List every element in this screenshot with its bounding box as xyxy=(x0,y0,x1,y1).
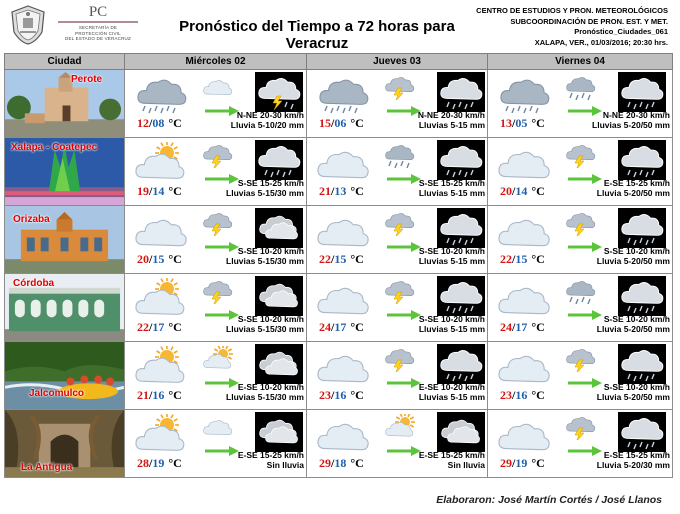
max-temp: 29 xyxy=(500,456,512,470)
wind-text: S-SE 15-25 km/h xyxy=(418,178,485,188)
storm-icon xyxy=(203,142,233,168)
wind-text: S-SE 15-25 km/h xyxy=(237,178,304,188)
storm-icon xyxy=(203,210,233,236)
cloudy-icon xyxy=(315,210,369,250)
city-cell xyxy=(5,138,125,206)
rain-night-icon xyxy=(618,344,666,384)
table-row xyxy=(5,70,673,138)
cloud-night-icon xyxy=(255,208,303,248)
forecast-cell xyxy=(307,206,488,274)
table-row xyxy=(5,274,673,342)
temp-unit: °C xyxy=(168,184,182,198)
forecast-cell xyxy=(307,138,488,206)
pc-logo-text: PC xyxy=(88,4,108,20)
temperature: 21/13 °C xyxy=(319,184,364,198)
max-temp: 23 xyxy=(500,388,512,402)
city-name: Orizaba xyxy=(13,214,50,225)
wind-text: E-SE 15-25 km/h xyxy=(603,450,670,460)
temperature: 19/14 °C xyxy=(137,184,182,198)
sun-cloud-icon xyxy=(385,414,415,440)
forecast-cell xyxy=(488,138,673,206)
table-row xyxy=(5,206,673,274)
temp-unit: °C xyxy=(350,388,364,402)
table-row xyxy=(5,138,673,206)
max-temp: 20 xyxy=(500,184,512,198)
city-name: Xalapa - Coatepec xyxy=(11,142,98,153)
storm-icon xyxy=(566,346,596,372)
max-temp: 29 xyxy=(319,456,331,470)
temp-unit: °C xyxy=(531,184,545,198)
rain-text: Lluvias 5-15/30 mm xyxy=(226,392,304,402)
city-cell xyxy=(5,206,125,274)
cloudy-icon xyxy=(315,142,369,182)
arrow-right-icon xyxy=(387,307,421,317)
rain-icon xyxy=(566,278,596,304)
max-temp: 15 xyxy=(319,116,331,130)
wind-text: E-SE 15-25 km/h xyxy=(418,450,485,460)
min-temp: 13 xyxy=(334,184,347,198)
cloud-night-icon xyxy=(437,412,485,452)
rain-night-icon xyxy=(618,72,666,112)
forecast-cell xyxy=(307,342,488,410)
rain-text: Lluvias 5-15 mm xyxy=(418,324,485,334)
wind-rain-info xyxy=(419,314,485,334)
rain-icon xyxy=(315,74,369,114)
temp-unit: °C xyxy=(168,252,182,266)
storm-icon xyxy=(385,210,415,236)
rain-icon xyxy=(496,74,550,114)
cloudy-icon xyxy=(315,346,369,386)
wind-text: S-SE 10-20 km/h xyxy=(603,314,670,324)
temperature: 20/15 °C xyxy=(137,252,182,266)
min-temp: 16 xyxy=(334,388,347,402)
column-header-day-1: Miércoles 02 xyxy=(125,54,307,70)
cloudy-icon xyxy=(496,142,550,182)
temperature: 24/17 °C xyxy=(319,320,364,334)
temp-unit: °C xyxy=(168,320,182,334)
min-temp: 16 xyxy=(515,388,528,402)
storm-icon xyxy=(203,278,233,304)
wind-rain-info xyxy=(226,382,304,402)
arrow-right-icon xyxy=(387,103,421,113)
cloudy-icon xyxy=(203,414,233,440)
wind-rain-info xyxy=(597,382,670,402)
wind-text: S-SE 10-20 km/h xyxy=(603,382,670,392)
temperature: 15/06 °C xyxy=(319,116,364,130)
table-row xyxy=(5,342,673,410)
max-temp: 22 xyxy=(137,320,149,334)
credits: Elaboraron: José Martín Cortés / José Llanos xyxy=(436,494,662,506)
arrow-right-icon xyxy=(205,443,239,453)
wind-text: E-SE 10-20 km/h xyxy=(418,382,485,392)
rain-text: Lluvias 5-15 mm xyxy=(418,120,485,130)
wind-rain-info xyxy=(597,246,670,266)
city-name: La Antigua xyxy=(21,462,73,473)
min-temp: 14 xyxy=(152,184,165,198)
veracruz-coat-of-arms-logo xyxy=(6,4,50,46)
cloudy-icon xyxy=(496,346,550,386)
forecast-cell xyxy=(125,274,307,342)
rain-text: Lluvia 5-20/50 mm xyxy=(596,324,670,334)
rain-night-icon xyxy=(618,412,666,452)
wind-text: E-SE 15-25 km/h xyxy=(603,178,670,188)
max-temp: 24 xyxy=(500,320,512,334)
max-temp: 20 xyxy=(137,252,149,266)
rain-text: Lluvias 5-15/30 mm xyxy=(226,324,304,334)
min-temp: 17 xyxy=(152,320,165,334)
wind-text: S-SE 10-20 km/h xyxy=(237,314,304,324)
wind-text: N-NE 20-30 km/h xyxy=(236,110,304,120)
city-photo xyxy=(5,70,124,137)
temp-unit: °C xyxy=(531,320,545,334)
city-name: Jalcomulco xyxy=(29,388,85,399)
temp-unit: °C xyxy=(350,116,364,130)
forecast-cell xyxy=(125,206,307,274)
sun-cloud-icon xyxy=(133,346,187,386)
rain-icon xyxy=(385,142,415,168)
cloudy-icon xyxy=(133,210,187,250)
storm-icon xyxy=(385,278,415,304)
rain-text: Lluvias 5-15 mm xyxy=(418,256,485,266)
min-temp: 19 xyxy=(515,456,528,470)
min-temp: 08 xyxy=(152,116,165,130)
min-temp: 15 xyxy=(515,252,528,266)
temperature: 22/17 °C xyxy=(137,320,182,334)
rain-icon xyxy=(566,74,596,100)
table-row xyxy=(5,410,673,478)
storm-icon xyxy=(385,74,415,100)
rain-text: Lluvias 5-15 mm xyxy=(418,392,485,402)
temp-unit: °C xyxy=(531,252,545,266)
arrow-right-icon xyxy=(387,375,421,385)
column-header-day-3: Viernes 04 xyxy=(488,54,673,70)
temp-unit: °C xyxy=(168,116,182,130)
sun-cloud-icon xyxy=(133,414,187,454)
cloud-night-icon xyxy=(255,276,303,316)
forecast-cell xyxy=(125,138,307,206)
temp-unit: °C xyxy=(531,388,545,402)
min-temp: 18 xyxy=(334,456,347,470)
wind-rain-info xyxy=(238,450,304,470)
arrow-right-icon xyxy=(387,171,421,181)
sun-cloud-icon xyxy=(133,278,187,318)
table-header-row xyxy=(5,54,673,70)
wind-text: N-NE 20-30 km/h xyxy=(417,110,485,120)
column-header-day-2: Jueves 03 xyxy=(307,54,488,70)
wind-rain-info xyxy=(419,246,485,266)
max-temp: 21 xyxy=(137,388,149,402)
wind-text: S-SE 10-20 km/h xyxy=(603,246,670,256)
wind-text: S-SE 10-20 km/h xyxy=(237,246,304,256)
temp-unit: °C xyxy=(531,456,545,470)
max-temp: 22 xyxy=(319,252,331,266)
rain-text: Lluvia 5-20/50 mm xyxy=(596,392,670,402)
temperature: 28/19 °C xyxy=(137,456,182,470)
rain-text: Lluvias 5-15/30 mm xyxy=(226,188,304,198)
storm-icon xyxy=(566,210,596,236)
temp-unit: °C xyxy=(168,388,182,402)
arrow-right-icon xyxy=(387,239,421,249)
city-cell xyxy=(5,274,125,342)
rain-icon xyxy=(133,74,187,114)
wind-text: N-NE 20-30 km/h xyxy=(602,110,670,120)
city-cell xyxy=(5,410,125,478)
min-temp: 14 xyxy=(515,184,528,198)
forecast-cell xyxy=(307,410,488,478)
sun-cloud-icon xyxy=(133,142,187,182)
column-header-city: Ciudad xyxy=(5,54,125,70)
temperature: 23/16 °C xyxy=(319,388,364,402)
temperature: 22/15 °C xyxy=(500,252,545,266)
wind-rain-info xyxy=(226,246,304,266)
temperature: 20/14 °C xyxy=(500,184,545,198)
rain-text: Lluvias 5-15/30 mm xyxy=(226,256,304,266)
cloudy-icon xyxy=(496,414,550,454)
rain-night-icon xyxy=(437,140,485,180)
wind-rain-info xyxy=(419,450,485,470)
max-temp: 23 xyxy=(319,388,331,402)
min-temp: 05 xyxy=(515,116,528,130)
rain-text: Lluvia 5-10/20 mm xyxy=(230,120,304,130)
temperature: 29/19 °C xyxy=(500,456,545,470)
temperature: 22/15 °C xyxy=(319,252,364,266)
cloudy-icon xyxy=(203,74,233,100)
min-temp: 19 xyxy=(152,456,165,470)
forecast-cell xyxy=(125,342,307,410)
max-temp: 19 xyxy=(137,184,149,198)
rain-text: Lluvia 5-20/30 mm xyxy=(596,460,670,470)
forecast-table xyxy=(4,53,673,478)
rain-text: Lluvia 5-20/50 mm xyxy=(596,188,670,198)
logo-subtitle: SECRETARÍA DE PROTECCIÓN CIVIL DEL ESTADO DE VERACRUZ xyxy=(65,25,131,41)
wind-rain-info xyxy=(597,314,670,334)
temp-unit: °C xyxy=(350,184,364,198)
wind-text: E-SE 10-20 km/h xyxy=(237,382,304,392)
header xyxy=(0,0,680,52)
min-temp: 17 xyxy=(515,320,528,334)
max-temp: 24 xyxy=(319,320,331,334)
rain-night-icon xyxy=(437,72,485,112)
city-cell xyxy=(5,70,125,138)
max-temp: 12 xyxy=(137,116,149,130)
min-temp: 15 xyxy=(152,252,165,266)
rain-night-icon xyxy=(437,276,485,316)
temp-unit: °C xyxy=(168,456,182,470)
city-cell xyxy=(5,342,125,410)
temp-unit: °C xyxy=(350,456,364,470)
logo-divider xyxy=(58,21,138,23)
city-name: Córdoba xyxy=(13,278,55,289)
temperature: 23/16 °C xyxy=(500,388,545,402)
forecast-cell xyxy=(307,70,488,138)
sun-cloud-icon xyxy=(203,346,233,372)
temperature: 29/18 °C xyxy=(319,456,364,470)
wind-text: S-SE 10-20 km/h xyxy=(418,314,485,324)
forecast-cell xyxy=(125,410,307,478)
forecast-cell xyxy=(488,410,673,478)
rain-night-icon xyxy=(437,208,485,248)
rain-night-icon xyxy=(618,276,666,316)
storm-icon xyxy=(566,414,596,440)
cloud-night-icon xyxy=(255,344,303,384)
forecast-cell xyxy=(307,274,488,342)
wind-rain-info xyxy=(231,110,304,130)
wind-rain-info xyxy=(418,110,485,130)
wind-text: S-SE 10-20 km/h xyxy=(418,246,485,256)
rain-text: Lluvias 5-20/50 mm xyxy=(592,120,670,130)
min-temp: 16 xyxy=(152,388,165,402)
wind-rain-info xyxy=(597,450,670,470)
temp-unit: °C xyxy=(531,116,545,130)
forecast-cell xyxy=(125,70,307,138)
rain-night-icon xyxy=(437,344,485,384)
issuing-center-info: CENTRO DE ESTUDIOS Y PRON. METEOROLÓGICOS SUBCOORDINACIÓN DE PRON. EST. Y MET. Pronóstico_Ciudades_061 XALAPA, VER., 01/03/2016; 20:30 hrs. xyxy=(476,6,668,47)
rain-night-icon xyxy=(618,140,666,180)
max-temp: 21 xyxy=(319,184,331,198)
forecast-cell xyxy=(488,274,673,342)
temp-unit: °C xyxy=(350,252,364,266)
min-temp: 06 xyxy=(334,116,347,130)
storm-icon xyxy=(566,142,596,168)
temperature: 12/08 °C xyxy=(137,116,182,130)
page-title: Pronóstico del Tiempo a 72 horas para Veracruz xyxy=(179,18,455,52)
cloudy-icon xyxy=(496,210,550,250)
cloud-night-icon xyxy=(255,412,303,452)
forecast-cell xyxy=(488,206,673,274)
storm-icon xyxy=(385,346,415,372)
max-temp: 22 xyxy=(500,252,512,266)
rain-text: Lluvia 5-20/50 mm xyxy=(596,256,670,266)
wind-rain-info xyxy=(592,110,670,130)
rain-night-icon xyxy=(255,140,303,180)
forecast-cell xyxy=(488,70,673,138)
cloudy-icon xyxy=(496,278,550,318)
max-temp: 28 xyxy=(137,456,149,470)
rain-text: Sin lluvia xyxy=(447,460,485,470)
storm-night-icon xyxy=(255,72,303,112)
wind-text: E-SE 15-25 km/h xyxy=(237,450,304,460)
min-temp: 17 xyxy=(334,320,347,334)
temperature: 21/16 °C xyxy=(137,388,182,402)
temp-unit: °C xyxy=(350,320,364,334)
cloudy-icon xyxy=(315,414,369,454)
forecast-cell xyxy=(488,342,673,410)
temperature: 24/17 °C xyxy=(500,320,545,334)
cloudy-icon xyxy=(315,278,369,318)
city-name: Perote xyxy=(71,74,103,85)
rain-text: Lluvias 5-15 mm xyxy=(418,188,485,198)
wind-rain-info xyxy=(597,178,670,198)
wind-rain-info xyxy=(226,178,304,198)
rain-night-icon xyxy=(618,208,666,248)
wind-rain-info xyxy=(226,314,304,334)
wind-rain-info xyxy=(419,178,485,198)
temperature: 13/05 °C xyxy=(500,116,545,130)
min-temp: 15 xyxy=(334,252,347,266)
arrow-right-icon xyxy=(387,443,421,453)
rain-text: Sin lluvia xyxy=(266,460,304,470)
max-temp: 13 xyxy=(500,116,512,130)
wind-rain-info xyxy=(419,382,485,402)
